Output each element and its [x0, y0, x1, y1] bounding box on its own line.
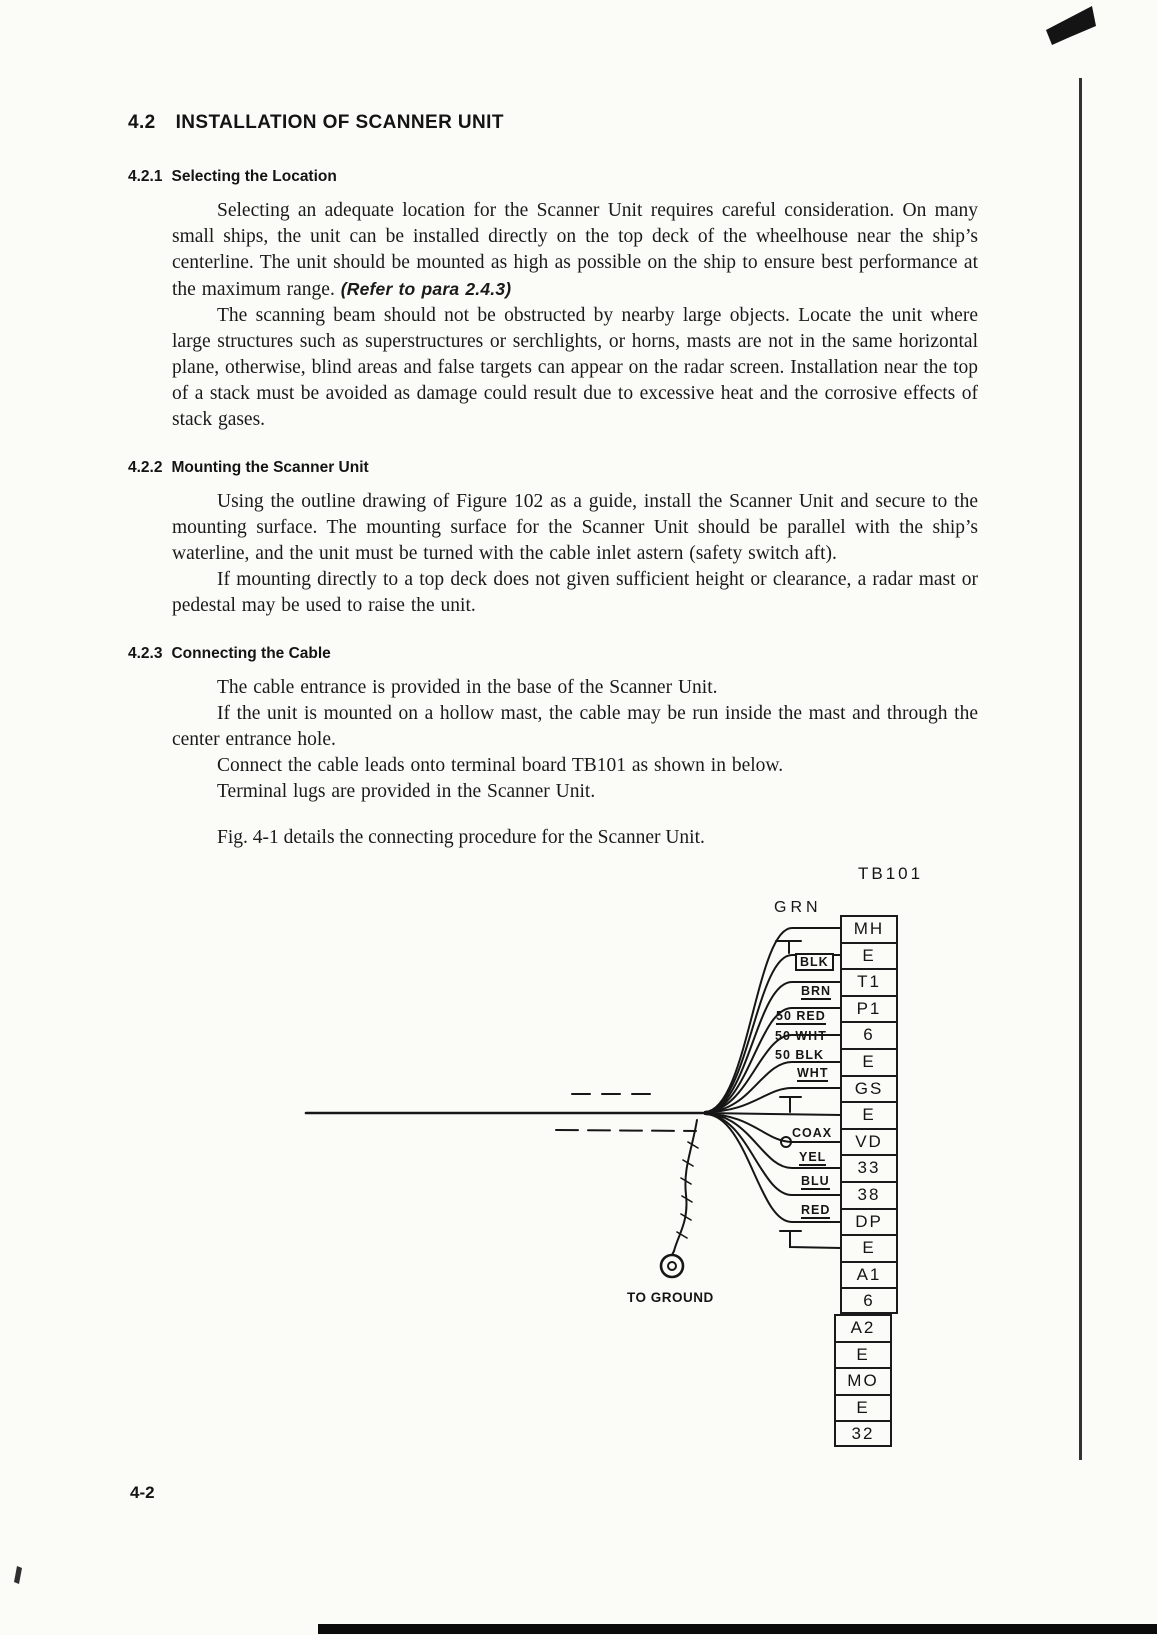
terminal-cell: A2 — [834, 1314, 892, 1341]
terminal-cell: E — [840, 1101, 898, 1128]
ground-braid-hatch — [677, 1142, 698, 1238]
wire-brn — [705, 982, 841, 1112]
para-reference: (Refer to para 2.4.3) — [340, 279, 512, 299]
wire-label-blu: BLU — [801, 1174, 830, 1188]
terminal-cell: 33 — [840, 1154, 898, 1181]
subheading-title: Connecting the Cable — [171, 645, 331, 662]
main-heading-title: INSTALLATION OF SCANNER UNIT — [175, 112, 504, 133]
main-heading — [128, 112, 978, 134]
subheading-number: 4.2.3 — [128, 645, 163, 662]
terminal-cell: 32 — [834, 1420, 892, 1447]
terminal-cell: E — [834, 1341, 892, 1368]
wire-label-brn: BRN — [801, 984, 832, 998]
terminal-cell: E — [840, 942, 898, 969]
ground-braid — [674, 1120, 697, 1251]
paragraph: Terminal lugs are provided in the Scanner Unit. — [217, 781, 596, 802]
figure-note: Fig. 4-1 details the connecting procedure for the Scanner Unit. — [217, 827, 705, 848]
subheading-connecting-cable — [128, 645, 978, 663]
paragraph: If the unit is mounted on a hollow mast, the cable may be run inside the mast and through the center entrance hole. — [172, 703, 978, 750]
wire-label-blk: BLK — [795, 953, 834, 971]
jumper-top — [776, 941, 801, 953]
wire-label-grn: GRN — [774, 899, 822, 916]
paragraph — [172, 198, 978, 303]
terminal-cell: E — [840, 1234, 898, 1261]
coax-connector — [781, 1137, 791, 1147]
wire-label-50red: 50 RED — [776, 1009, 826, 1023]
jumper-bottom — [780, 1231, 841, 1248]
terminal-cell: A1 — [840, 1261, 898, 1288]
left-edge-speck — [14, 1566, 22, 1584]
wire-label-wht: WHT — [797, 1066, 829, 1080]
jumper-middle — [780, 1097, 801, 1112]
subheading-number: 4.2.1 — [128, 168, 163, 185]
wire-label-yel: YEL — [799, 1150, 827, 1164]
terminal-cell: 6 — [840, 1021, 898, 1048]
terminal-cell: 6 — [840, 1287, 898, 1314]
wire-wht — [705, 1088, 841, 1112]
corner-ink-mark — [1046, 6, 1096, 45]
wire-paths — [306, 928, 841, 1277]
terminal-cell: 38 — [840, 1181, 898, 1208]
ground-braid-tail — [672, 1251, 674, 1255]
paragraph: The scanning beam should not be obstructed by nearby large objects. Locate the unit where large structures such as superstructures or serchlights, or horns, masts are not in the same horizontal plane, otherwise, blind areas and false targets can appear on the radar screen. Installation near the top of a stack must be avoided as damage could result due to excessive heat and the corrosive effects of stack gases. — [172, 305, 978, 430]
terminal-cell: MO — [834, 1367, 892, 1394]
terminal-cell: T1 — [840, 968, 898, 995]
scan-edge-line — [1079, 78, 1082, 1460]
paragraph: The cable entrance is provided in the base of the Scanner Unit. — [217, 677, 718, 698]
main-heading-number: 4.2 — [128, 112, 156, 133]
paragraph-text: Selecting an adequate location for the Scanner Unit requires careful consideration. On many small ships, the unit can be installed directly on the top deck of the wheelhouse near the ship’s centerline. The unit should be mounted as high as possible on the ship to ensure best performance at the maximum range. — [172, 200, 978, 300]
terminal-cell: VD — [840, 1128, 898, 1155]
terminal-cell: E — [840, 1048, 898, 1075]
subheading-title: Mounting the Scanner Unit — [171, 459, 369, 476]
page-number: 4-2 — [130, 1483, 155, 1502]
terminal-cell: E — [834, 1394, 892, 1421]
text-content — [128, 112, 978, 849]
scan-bottom-bar — [318, 1624, 1157, 1634]
terminal-cell: P1 — [840, 995, 898, 1022]
to-ground-label: TO GROUND — [627, 1290, 714, 1305]
ground-lug-inner — [668, 1262, 676, 1270]
ground-lug-outer — [661, 1255, 683, 1277]
wire-label-50blk: 50 BLK — [775, 1048, 825, 1062]
subheading-selecting-location — [128, 168, 978, 186]
paragraph: If mounting directly to a top deck does not given sufficient height or clearance, a radar mast or pedestal may be used to raise the unit. — [172, 569, 978, 616]
paragraph: Connect the cable leads onto terminal board TB101 as shown in below. — [217, 755, 784, 776]
wire-label-red: RED — [801, 1203, 831, 1217]
terminal-cell: MH — [840, 915, 898, 942]
wire-label-coax: COAX — [792, 1126, 833, 1140]
subheading-title: Selecting the Location — [171, 168, 337, 185]
paragraph: Using the outline drawing of Figure 102 as a guide, install the Scanner Unit and secure to the mounting surface. The mounting surface for the Scanner Unit should be parallel with the ship’s waterline, and the unit must be turned with the cable inlet astern (safety switch aft). — [172, 491, 978, 564]
terminal-cell: GS — [840, 1075, 898, 1102]
subheading-mounting-unit — [128, 459, 978, 477]
subheading-number: 4.2.2 — [128, 459, 163, 476]
terminal-board-label: TB101 — [858, 864, 924, 883]
terminal-block — [840, 915, 898, 1447]
wire-shield — [705, 1113, 841, 1115]
terminal-cell: DP — [840, 1208, 898, 1235]
wire-label-50wht: 50 WHT — [775, 1029, 827, 1043]
cable-break-dash-bottom — [556, 1130, 696, 1131]
